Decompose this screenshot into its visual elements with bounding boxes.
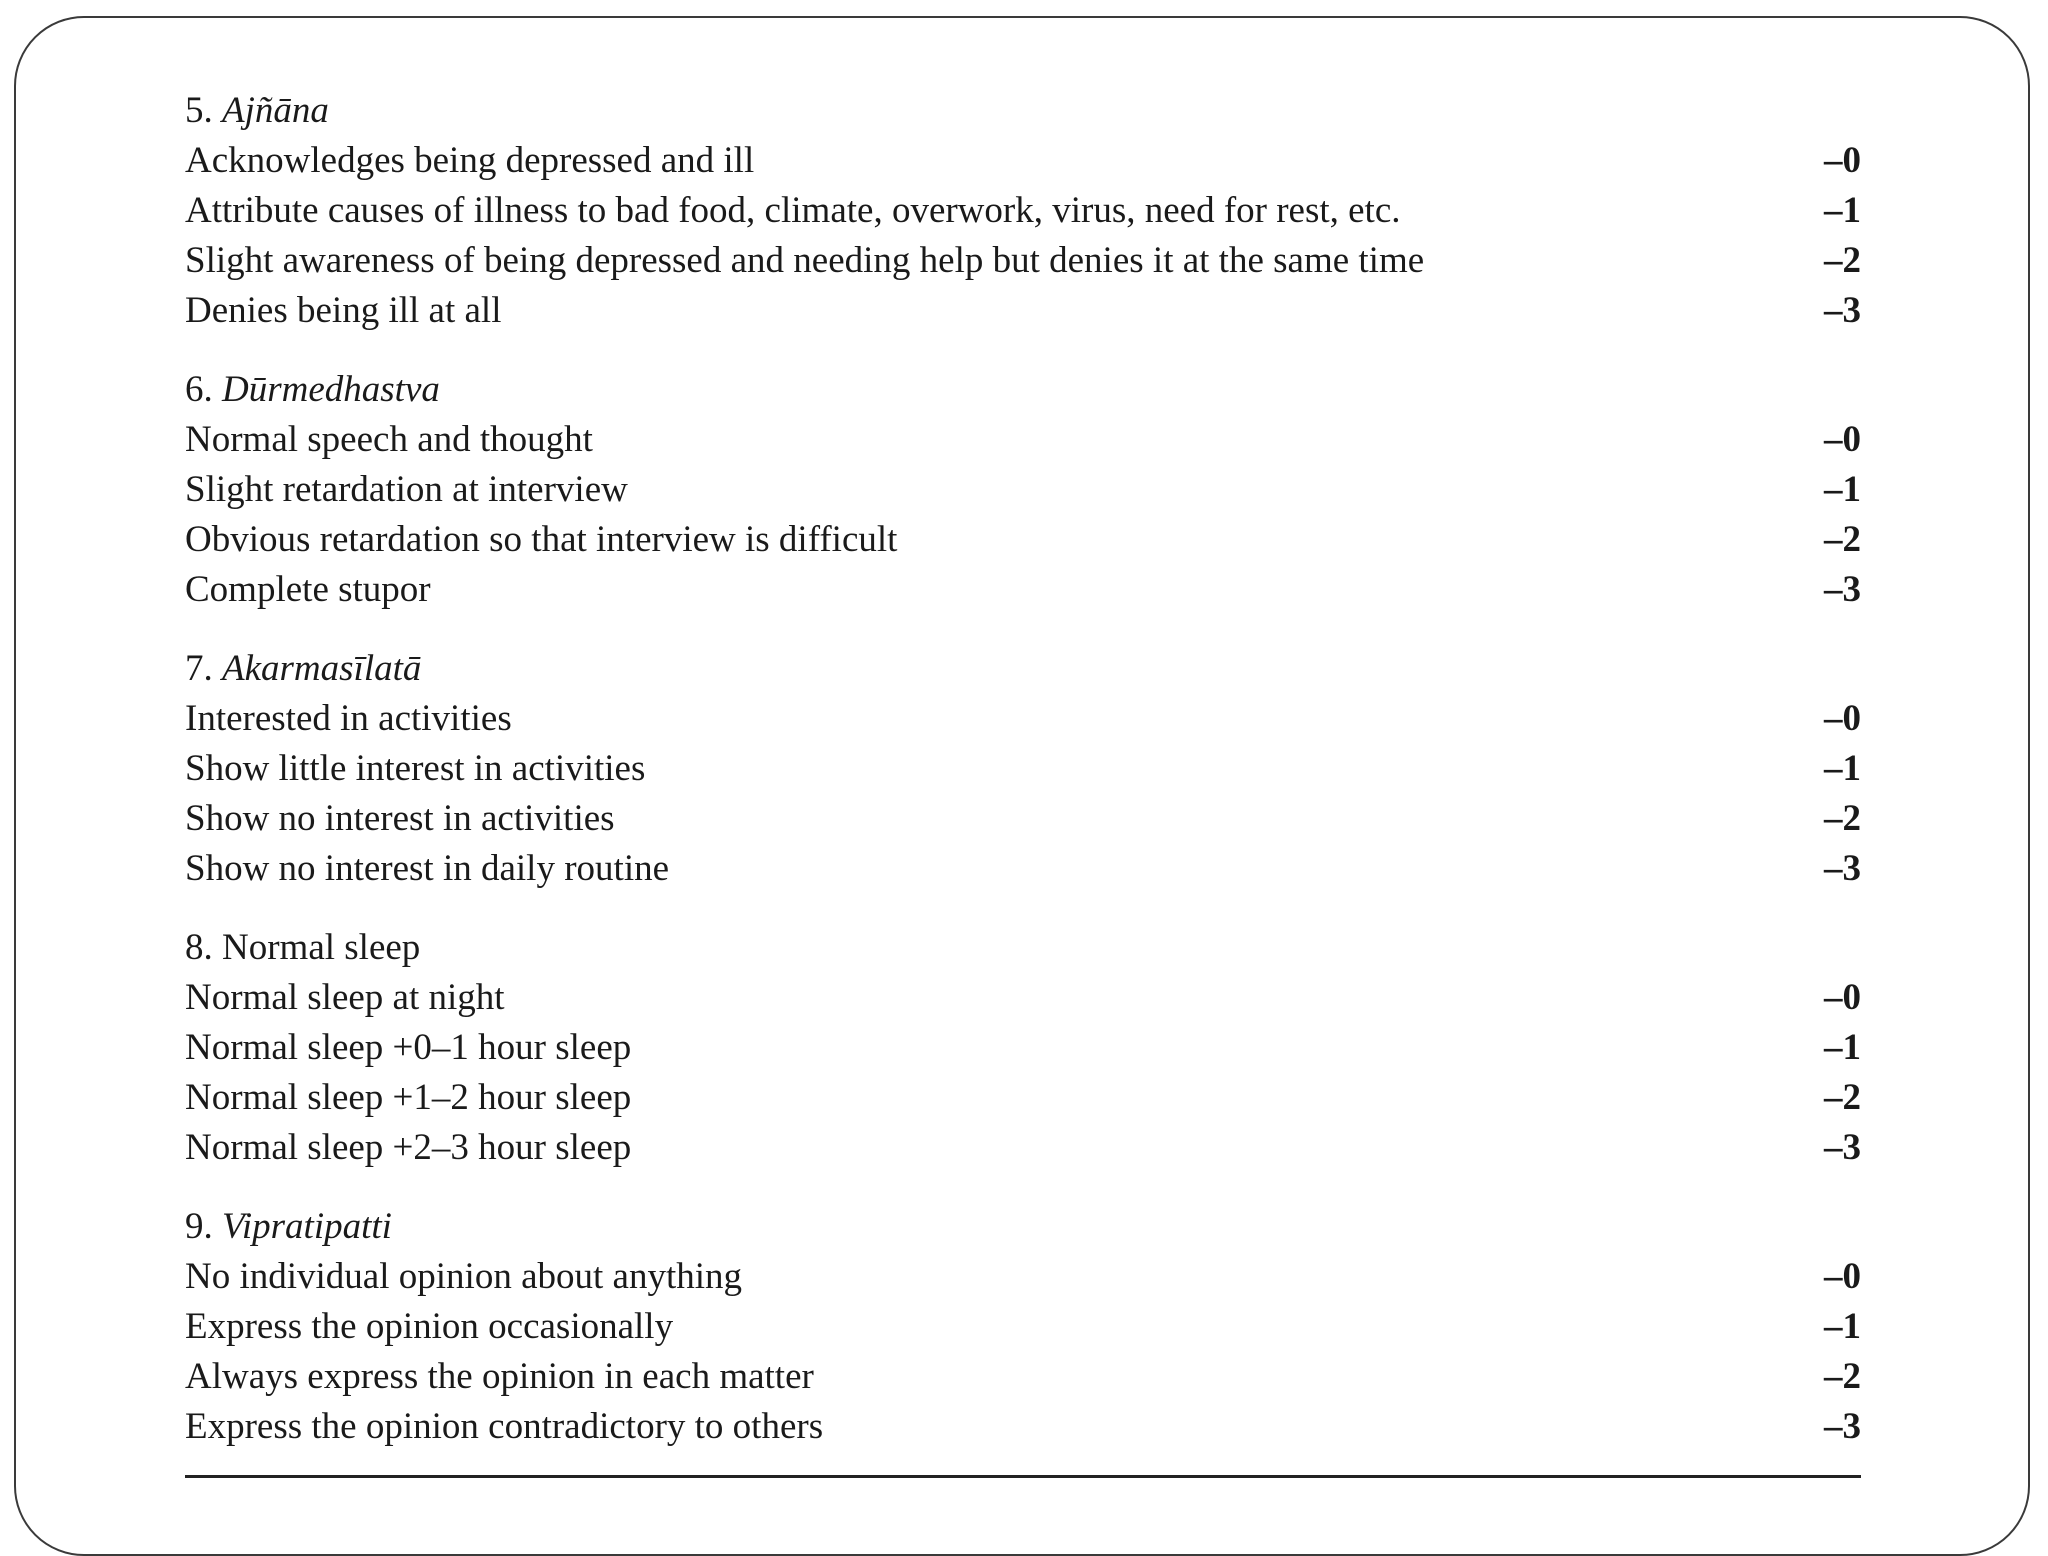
table-bottom-rule <box>185 1475 1861 1478</box>
scale-item-row <box>185 1123 1861 1173</box>
scale-item-row <box>185 794 1861 844</box>
scale-item-row <box>185 1073 1861 1123</box>
scale-section <box>185 644 1861 894</box>
section-title <box>185 365 1861 415</box>
section-name: Akarmasīlatā <box>222 648 422 689</box>
item-score: –0 <box>1824 977 1861 1018</box>
scale-item-row <box>185 1302 1861 1352</box>
item-label: Acknowledges being depressed and ill <box>185 140 755 181</box>
section-name: Dūrmedhastva <box>222 369 440 410</box>
item-score: –3 <box>1824 1127 1861 1168</box>
rating-scale-table <box>185 86 1861 1481</box>
scale-item-row <box>185 515 1861 565</box>
scale-item-row <box>185 1252 1861 1302</box>
item-label: Always express the opinion in each matter <box>185 1356 814 1397</box>
item-score: –2 <box>1824 240 1861 281</box>
item-label: Normal sleep at night <box>185 977 505 1018</box>
item-label: Show no interest in daily routine <box>185 848 670 889</box>
scale-item-row <box>185 415 1861 465</box>
scale-item-row <box>185 694 1861 744</box>
item-score: –1 <box>1824 748 1861 789</box>
scale-item-row <box>185 565 1861 615</box>
scale-item-row <box>185 1352 1861 1402</box>
section-name: Normal sleep <box>222 927 421 968</box>
scale-section <box>185 923 1861 1173</box>
item-score: –2 <box>1824 519 1861 560</box>
item-label: Denies being ill at all <box>185 290 502 331</box>
item-score: –1 <box>1824 1027 1861 1068</box>
item-label: Slight retardation at interview <box>185 469 628 510</box>
section-number: 5. <box>185 90 213 131</box>
item-score: –0 <box>1824 1256 1861 1297</box>
scale-item-row <box>185 286 1861 336</box>
scale-item-row <box>185 236 1861 286</box>
scale-item-row <box>185 186 1861 236</box>
item-score: –1 <box>1824 190 1861 231</box>
scale-item-row <box>185 465 1861 515</box>
item-score: –1 <box>1824 469 1861 510</box>
scale-item-row <box>185 744 1861 794</box>
item-label: Complete stupor <box>185 569 431 610</box>
item-label: Show no interest in activities <box>185 798 615 839</box>
section-title <box>185 644 1861 694</box>
section-number: 9. <box>185 1206 213 1247</box>
item-score: –0 <box>1824 419 1861 460</box>
section-number: 6. <box>185 369 213 410</box>
scale-section <box>185 1202 1861 1452</box>
section-title <box>185 1202 1861 1252</box>
section-title <box>185 86 1861 136</box>
item-label: Interested in activities <box>185 698 512 739</box>
section-number: 7. <box>185 648 213 689</box>
item-score: –0 <box>1824 140 1861 181</box>
item-label: Slight awareness of being depressed and needing help but denies it at the same time <box>185 240 1425 281</box>
item-score: –3 <box>1824 290 1861 331</box>
section-name: Vipratipatti <box>222 1206 392 1247</box>
item-label: Normal speech and thought <box>185 419 593 460</box>
item-score: –3 <box>1824 569 1861 610</box>
item-score: –2 <box>1824 1356 1861 1397</box>
item-label: Show little interest in activities <box>185 748 646 789</box>
scale-item-row <box>185 1402 1861 1452</box>
section-title <box>185 923 1861 973</box>
item-score: –1 <box>1824 1306 1861 1347</box>
item-score: –3 <box>1824 848 1861 889</box>
item-label: Normal sleep +0–1 hour sleep <box>185 1027 632 1068</box>
item-label: Normal sleep +2–3 hour sleep <box>185 1127 632 1168</box>
item-score: –2 <box>1824 798 1861 839</box>
scale-section <box>185 365 1861 615</box>
item-label: Obvious retardation so that interview is difficult <box>185 519 898 560</box>
item-score: –0 <box>1824 698 1861 739</box>
item-label: Express the opinion contradictory to others <box>185 1406 824 1447</box>
item-label: Attribute causes of illness to bad food, climate, overwork, virus, need for rest, etc. <box>185 190 1401 231</box>
item-label: Normal sleep +1–2 hour sleep <box>185 1077 632 1118</box>
scale-item-row <box>185 844 1861 894</box>
scale-item-row <box>185 1023 1861 1073</box>
scale-item-row <box>185 136 1861 186</box>
item-label: Express the opinion occasionally <box>185 1306 674 1347</box>
section-number: 8. <box>185 927 213 968</box>
scale-section <box>185 86 1861 336</box>
item-score: –3 <box>1824 1406 1861 1447</box>
section-name: Ajñāna <box>222 90 329 131</box>
scale-item-row <box>185 973 1861 1023</box>
item-score: –2 <box>1824 1077 1861 1118</box>
item-label: No individual opinion about anything <box>185 1256 743 1297</box>
